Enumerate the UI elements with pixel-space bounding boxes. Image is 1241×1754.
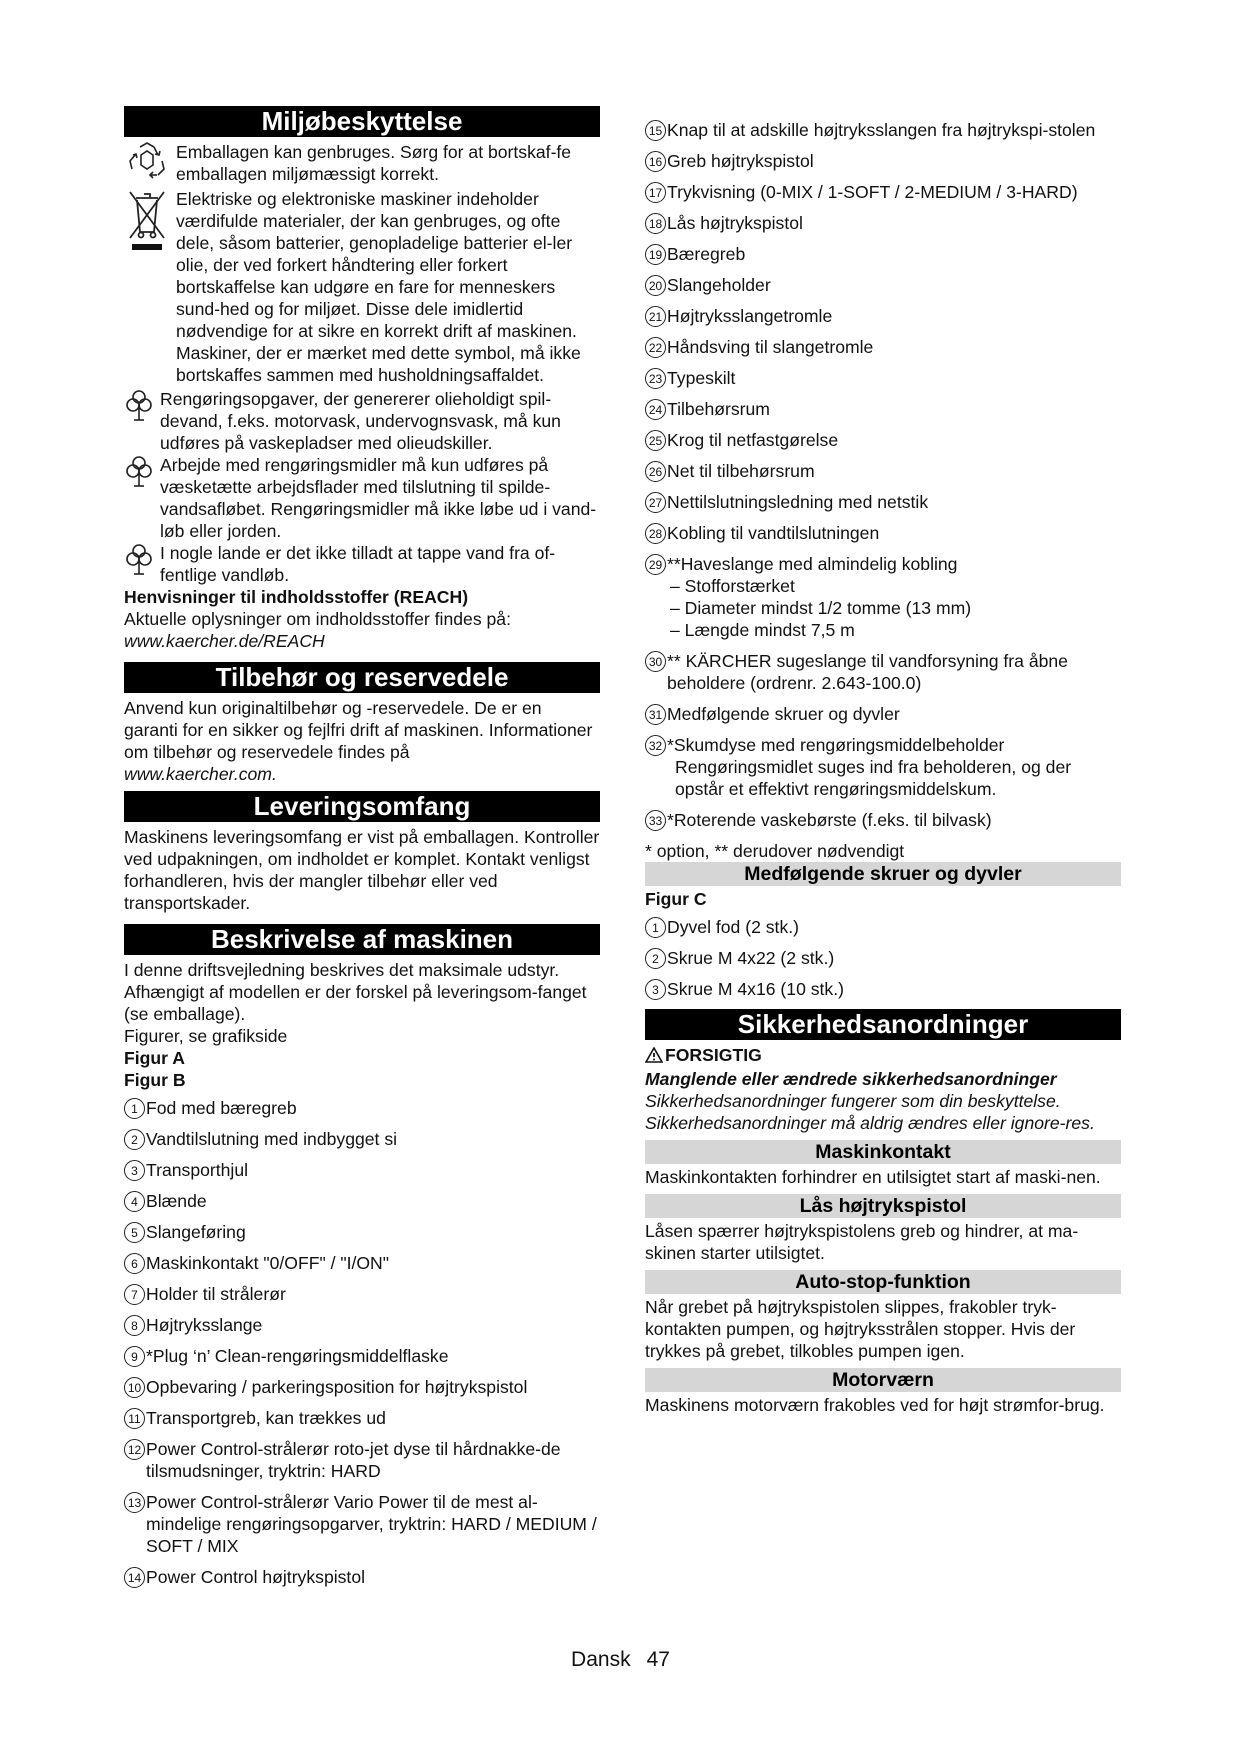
number-badge: 20: [645, 275, 666, 296]
recycle-paragraph: [124, 141, 600, 186]
number-badge: 27: [645, 492, 666, 513]
maskinkontakt-text: Maskinkontakten forhindrer en utilsigtet start af maski-nen.: [645, 1167, 1101, 1187]
item-text: Typeskilt: [667, 368, 736, 388]
item-text: Skrue M 4x22 (2 stk.): [667, 948, 835, 968]
list-item: [124, 1159, 600, 1181]
figure-b-label: Figur B: [124, 1070, 186, 1090]
list-item: [124, 1566, 600, 1588]
number-badge: 29: [645, 554, 666, 575]
number-badge: 8: [124, 1315, 145, 1336]
number-badge: 14: [124, 1567, 145, 1588]
number-badge: 15: [645, 120, 666, 141]
number-badge: 7: [124, 1284, 145, 1305]
env-paragraph-2: [124, 454, 600, 542]
environment-icon: [124, 542, 154, 581]
number-badge: 3: [645, 979, 666, 1000]
number-badge: 24: [645, 399, 666, 420]
footnote: * option, ** derudover nødvendigt: [645, 841, 905, 861]
list-item-29: [645, 553, 1121, 641]
list-item: [124, 1491, 600, 1557]
list-item: [645, 947, 1121, 969]
list-item: [124, 1283, 600, 1305]
item-subtext: Rengøringsmidlet suges ind fra beholderen, og der opstår et effektivt rengøringsmiddelskum.: [675, 757, 1072, 799]
item-text: Blænde: [146, 1191, 207, 1211]
number-badge: 9: [124, 1346, 145, 1367]
item-text: Krog til netfastgørelse: [667, 430, 839, 450]
number-badge: 5: [124, 1222, 145, 1243]
list-item: [645, 522, 1121, 544]
laas-text: Låsen spærrer højtrykspistolens greb og hindrer, at ma-skinen starter utilsigtet.: [645, 1221, 1079, 1263]
heading-miljobeskyttelse: Miljøbeskyttelse: [124, 106, 600, 137]
reach-text: Aktuelle oplysninger om indholdsstoffer findes på:: [124, 609, 511, 629]
heading-laas: Lås højtrykspistol: [645, 1194, 1121, 1218]
item-text: Håndsving til slangetromle: [667, 337, 874, 357]
item-text: Fod med bæregreb: [146, 1098, 297, 1118]
number-badge: 1: [124, 1098, 145, 1119]
caution-heading: Manglende eller ændrede sikkerhedsanordninger: [645, 1069, 1057, 1089]
list-item: [645, 978, 1121, 1000]
tilbehor-text: Anvend kun originaltilbehør og -reservedele. De er en garanti for en sikker og fejlfri drift af maskinen. Informationer om tilbehør og reservedele findes på: [124, 698, 593, 762]
environment-icon: [124, 454, 154, 493]
caution-label: FORSIGTIG: [645, 1044, 1121, 1068]
list-item: [645, 305, 1121, 327]
list-item: [645, 491, 1121, 513]
number-badge: 22: [645, 337, 666, 358]
heading-beskrivelse: Beskrivelse af maskinen: [124, 924, 600, 955]
item-text: Højtryksslangetromle: [667, 306, 833, 326]
list-item: [124, 1128, 600, 1150]
item-text: *Plug ‘n’ Clean-rengøringsmiddelflaske: [146, 1346, 449, 1366]
number-badge: 19: [645, 244, 666, 265]
item-text: **Haveslange med almindelig kobling: [667, 554, 958, 574]
heading-sikkerhed: Sikkerhedsanordninger: [645, 1009, 1121, 1040]
item-text: Kobling til vandtilslutningen: [667, 523, 880, 543]
list-item: [645, 243, 1121, 265]
sub-item: – Længde mindst 7,5 m: [670, 620, 855, 640]
item-text: Power Control højtrykspistol: [146, 1567, 366, 1587]
footer-language: Dansk: [571, 1648, 631, 1671]
heading-maskinkontakt: Maskinkontakt: [645, 1140, 1121, 1164]
list-item: [645, 367, 1121, 389]
number-badge: 31: [645, 704, 666, 725]
screw-list: [645, 916, 1121, 1000]
list-item: [124, 1314, 600, 1336]
warning-triangle-icon: [645, 1046, 663, 1068]
env-text-3: I nogle lande er det ikke tilladt at tappe vand fra of-fentlige vandløb.: [160, 543, 556, 585]
list-item: [645, 336, 1121, 358]
number-badge: 13: [124, 1492, 145, 1513]
number-badge: 11: [124, 1408, 145, 1429]
list-item: [124, 1252, 600, 1274]
item-text: Transporthjul: [146, 1160, 249, 1180]
item-text: Dyvel fod (2 stk.): [667, 917, 799, 937]
heading-skruer: Medfølgende skruer og dyvler: [645, 862, 1121, 886]
list-item: [645, 274, 1121, 296]
number-badge: 17: [645, 182, 666, 203]
number-badge: 1: [645, 917, 666, 938]
list-item: [645, 460, 1121, 482]
list-item: [645, 212, 1121, 234]
number-badge: 6: [124, 1253, 145, 1274]
number-badge: 2: [124, 1129, 145, 1150]
crossed-bin-icon: [124, 188, 170, 261]
environment-icon: [124, 388, 154, 427]
list-item-31: [645, 703, 1121, 725]
item-text: *Skumdyse med rengøringsmiddelbeholder: [667, 735, 1005, 755]
list-item: [645, 181, 1121, 203]
recycle-icon: [124, 141, 170, 186]
env-paragraph-1: [124, 388, 600, 454]
item-text: Skrue M 4x16 (10 stk.): [667, 979, 844, 999]
caution-text: Sikkerhedsanordninger fungerer som din beskyttelse. Sikkerhedsanordninger må aldrig ændres eller ignore-res.: [645, 1091, 1095, 1133]
item-text: Lås højtrykspistol: [667, 213, 803, 233]
sub-item: – Stofforstærket: [670, 576, 795, 596]
item-text: Medfølgende skruer og dyvler: [667, 704, 900, 724]
figure-a-label: Figur A: [124, 1048, 185, 1068]
number-badge: 3: [124, 1160, 145, 1181]
weee-text: Elektriske og elektroniske maskiner indeholder værdifulde materialer, der kan genbruges, og ofte dele, såsom batterier, genopladelige batterier el-ler olie, der ved forkert håndtering eller forkert bortskaffelse kan udgøre en fare for menneskers sund-hed og for miljøet. Disse dele imidlertid nødvendige for at sikre en korrekt drift af maskinen. Maskiner, der er mærket med dette symbol, må ikke bortskaffes sammen med husholdningsaffaldet.: [176, 189, 581, 385]
list-item: [124, 1221, 600, 1243]
list-item: [124, 1097, 600, 1119]
reach-heading: Henvisninger til indholdsstoffer (REACH): [124, 587, 469, 607]
heading-leveringsomfang: Leveringsomfang: [124, 791, 600, 822]
item-text: Transportgreb, kan trækkes ud: [146, 1408, 386, 1428]
list-item: [124, 1345, 600, 1367]
list-item: [124, 1376, 600, 1398]
number-badge: 18: [645, 213, 666, 234]
beskrivelse-text: I denne driftsvejledning beskrives det maksimale udstyr. Afhængigt af modellen er der forskel på leveringsom-fanget (se emballage).: [124, 960, 587, 1024]
item-text: Nettilslutningsledning med netstik: [667, 492, 929, 512]
list-item: [645, 119, 1121, 141]
item-text: Knap til at adskille højtryksslangen fra højtrykspi-stolen: [667, 120, 1096, 140]
number-badge: 30: [645, 651, 666, 672]
list-item: [645, 150, 1121, 172]
number-badge: 2: [645, 948, 666, 969]
page-footer: [0, 1648, 1241, 1672]
tilbehor-link[interactable]: www.kaercher.com.: [124, 764, 277, 784]
list-item-32: [645, 734, 1121, 800]
item-text: Holder til strålerør: [146, 1284, 286, 1304]
number-badge: 26: [645, 461, 666, 482]
page-number: 47: [646, 1648, 670, 1671]
number-badge: 28: [645, 523, 666, 544]
heading-motorvaern: Motorværn: [645, 1368, 1121, 1392]
list-item: [645, 429, 1121, 451]
item-text: Bæregreb: [667, 244, 746, 264]
number-badge: 10: [124, 1377, 145, 1398]
item-text: Greb højtrykspistol: [667, 151, 814, 171]
component-list-right: [645, 119, 1121, 544]
number-badge: 4: [124, 1191, 145, 1212]
number-badge: 33: [645, 810, 666, 831]
component-list-left: [124, 1097, 600, 1588]
item-text: Power Control-strålerør Vario Power til de mest al-mindelige rengøringsopgarver, tryktrin: HARD / MEDIUM / SOFT / MIX: [146, 1492, 597, 1556]
autostop-text: Når grebet på højtrykspistolen slippes, frakobler tryk-kontakten pumpen, og højtryksstrålen stopper. Hvis der trykkes på grebet, tilkobles pumpen igen.: [645, 1297, 1076, 1361]
list-item: [124, 1438, 600, 1482]
recycle-text: Emballagen kan genbruges. Sørg for at bortskaf-fe emballagen miljømæssigt korrekt.: [176, 142, 572, 184]
item-text: Højtryksslange: [146, 1315, 263, 1335]
env-text-2: Arbejde med rengøringsmidler må kun udføres på væsketætte arbejdsflader med tilslutning til spilde-vandsafløbet. Rengøringsmidler må ikke løbe ud i vand-løb eller jorden.: [160, 455, 597, 541]
sub-item: – Diameter mindst 1/2 tomme (13 mm): [670, 598, 972, 618]
env-paragraph-3: [124, 542, 600, 586]
item-text: Maskinkontakt "0/OFF" / "I/ON": [146, 1253, 390, 1273]
list-item-33: [645, 809, 1121, 831]
weee-paragraph: [124, 188, 600, 386]
item-text: Tilbehørsrum: [667, 399, 770, 419]
item-text: Slangeføring: [146, 1222, 246, 1242]
left-column: [124, 106, 600, 1597]
list-item: [645, 916, 1121, 938]
motorvaern-text: Maskinens motorværn frakobles ved for højt strømfor-brug.: [645, 1395, 1105, 1415]
number-badge: 16: [645, 151, 666, 172]
figures-note: Figurer, se grafikside: [124, 1026, 288, 1046]
number-badge: 12: [124, 1439, 145, 1460]
figure-c-label: Figur C: [645, 889, 707, 909]
env-text-1: Rengøringsopgaver, der genererer olieholdigt spil-devand, f.eks. motorvask, undervognsvask, må kun udføres på vaskepladser med olieudskiller.: [160, 389, 561, 453]
item-text: Slangeholder: [667, 275, 771, 295]
item-text: Power Control-strålerør roto-jet dyse til hårdnakke-de tilsmudsninger, tryktrin: HARD: [146, 1439, 561, 1481]
item-text: Vandtilslutning med indbygget si: [146, 1129, 398, 1149]
heading-autostop: Auto-stop-funktion: [645, 1270, 1121, 1294]
number-badge: 21: [645, 306, 666, 327]
list-item: [124, 1407, 600, 1429]
item-text: Net til tilbehørsrum: [667, 461, 815, 481]
number-badge: 25: [645, 430, 666, 451]
number-badge: 32: [645, 735, 666, 756]
item-text: ** KÄRCHER sugeslange til vandforsyning fra åbne beholdere (ordrenr. 2.643-100.0): [667, 651, 1068, 693]
list-item-30: [645, 650, 1121, 694]
levering-text: Maskinens leveringsomfang er vist på emballagen. Kontroller ved udpakningen, om indholdet er komplet. Kontakt venligst forhandleren, hvis der mangler tilbehør eller ved transportskader.: [124, 827, 600, 913]
list-item: [645, 398, 1121, 420]
right-column: [645, 119, 1121, 1416]
number-badge: 23: [645, 368, 666, 389]
item-text: *Roterende vaskebørste (f.eks. til bilvask): [667, 810, 992, 830]
item-text: Trykvisning (0-MIX / 1-SOFT / 2-MEDIUM / 3-HARD): [667, 182, 1078, 202]
item-text: Opbevaring / parkeringsposition for højtrykspistol: [146, 1377, 528, 1397]
list-item: [124, 1190, 600, 1212]
heading-tilbehor: Tilbehør og reservedele: [124, 662, 600, 693]
reach-link[interactable]: www.kaercher.de/REACH: [124, 631, 325, 651]
